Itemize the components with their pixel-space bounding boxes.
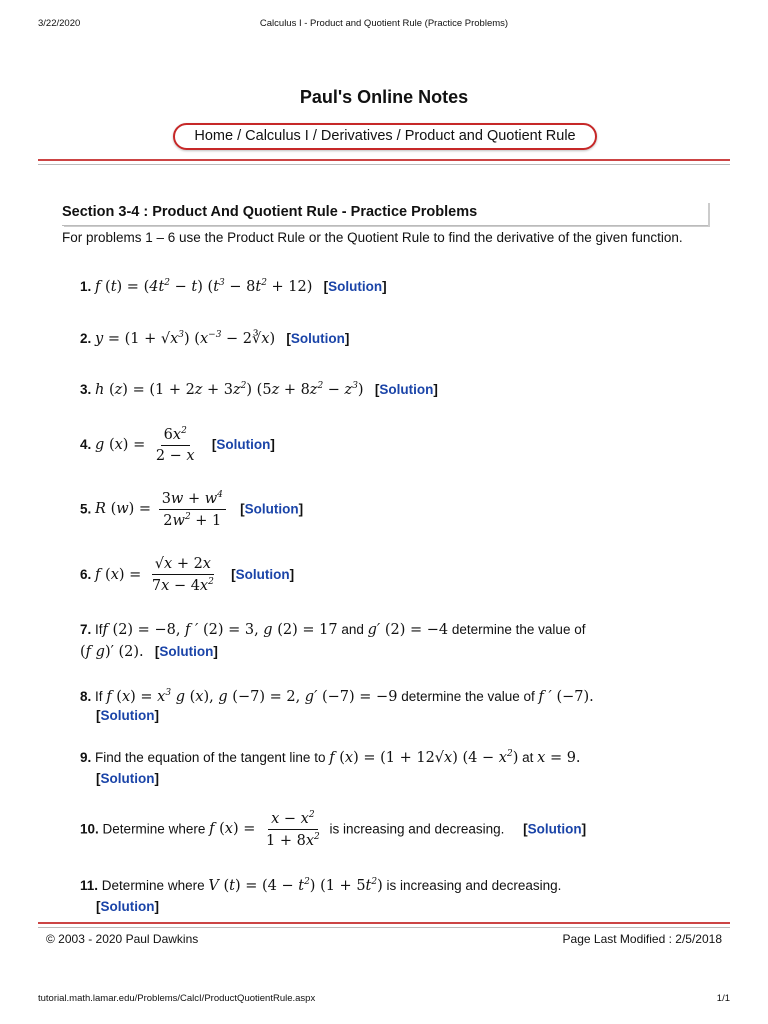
problem-text: at bbox=[522, 749, 534, 765]
problem-4 bbox=[80, 426, 275, 464]
problem-6 bbox=[80, 556, 294, 594]
problem-equation: f (x) = (1 + 12√x) $(4 - x^2)$ bbox=[329, 749, 519, 766]
problem-equation: R (w) = $\frac{3w + w^4}{2w^2 + 1}$ bbox=[95, 501, 229, 517]
section-intro: For problems 1 – 6 use the Product Rule or the Quotient Rule to find the derivative of the given function. bbox=[62, 230, 683, 245]
problem-text: and bbox=[341, 622, 364, 637]
solution-link-text[interactable]: Solution bbox=[159, 644, 214, 659]
section-title: Section 3-4 : Product And Quotient Rule - Practice Problems bbox=[62, 202, 708, 226]
problem-text: is increasing and decreasing. bbox=[386, 877, 562, 893]
problem-11 bbox=[80, 877, 561, 894]
solution-link-text[interactable]: Solution bbox=[290, 330, 345, 346]
problem-number: 8. bbox=[80, 688, 92, 704]
problem-number: 2. bbox=[80, 330, 92, 346]
problem-10 bbox=[80, 810, 586, 849]
problem-text: Determine where bbox=[101, 877, 205, 893]
breadcrumb bbox=[173, 123, 597, 150]
breadcrumb-calculus-i[interactable]: Calculus I bbox=[245, 128, 309, 144]
problem-text: Determine where bbox=[102, 821, 206, 837]
problem-equation: f ′ (−7). bbox=[538, 688, 594, 705]
problem-text: Find the equation of the tangent line to bbox=[95, 749, 326, 765]
print-doc-title: Calculus I - Product and Quotient Rule (Practice Problems) bbox=[259, 18, 509, 29]
solution-link-text[interactable]: Solution bbox=[527, 821, 582, 837]
solution-link: [Solution] bbox=[523, 821, 587, 837]
problem-11-continued bbox=[96, 899, 159, 914]
solution-link: [Solution] bbox=[154, 644, 218, 659]
problem-9 bbox=[80, 749, 581, 766]
problem-equation: $y = (1 + √x^3)$ ($x^{-3}$ − 2∛x) bbox=[95, 330, 276, 347]
footer-divider-shadow bbox=[38, 927, 730, 928]
problem-equation: (f g)′ (2). bbox=[80, 644, 144, 660]
solution-link: [Solution] bbox=[96, 899, 159, 914]
problem-8 bbox=[80, 688, 594, 705]
problem-1 bbox=[80, 278, 387, 295]
header-divider-shadow bbox=[38, 164, 730, 165]
problem-3 bbox=[80, 381, 438, 398]
solution-link: [Solution] bbox=[374, 381, 438, 397]
header-divider bbox=[38, 159, 730, 161]
problem-equation: g (x) = $\frac{6x^2}{2 - x}$ bbox=[95, 426, 195, 464]
solution-link: [Solution] bbox=[96, 708, 159, 723]
solution-link-text[interactable]: Solution bbox=[100, 771, 155, 786]
problem-number: 1. bbox=[80, 278, 92, 294]
solution-link-text[interactable]: Solution bbox=[100, 899, 155, 914]
breadcrumb-derivatives[interactable]: Derivatives bbox=[320, 128, 393, 144]
problem-equation: f $(x) = x^3$ g (x), g (−7) = 2, g′ (−7) = −9 bbox=[106, 688, 398, 705]
problem-number: 6. bbox=[80, 566, 92, 582]
problem-text: determine the value of bbox=[451, 622, 586, 637]
solution-link-text[interactable]: Solution bbox=[244, 501, 299, 517]
breadcrumb-home[interactable]: Home bbox=[194, 128, 234, 144]
solution-link-text[interactable]: Solution bbox=[216, 436, 271, 452]
problem-equation: f $(t) = (4t^2 - t) (t^3 - 8t^2 + 12)$ bbox=[95, 278, 313, 295]
print-url: tutorial.math.lamar.edu/Problems/CalcI/ProductQuotientRule.aspx bbox=[38, 993, 316, 1004]
problem-number: 3. bbox=[80, 381, 92, 397]
problem-number: 5. bbox=[80, 501, 92, 517]
problem-7-continued bbox=[80, 644, 218, 660]
problem-text: If bbox=[95, 688, 103, 704]
problem-8-continued bbox=[96, 708, 159, 723]
solution-link: [Solution] bbox=[240, 501, 304, 517]
problem-7 bbox=[80, 622, 585, 638]
print-date: 3/22/2020 bbox=[38, 18, 81, 29]
copyright: © 2003 - 2020 Paul Dawkins bbox=[46, 932, 199, 946]
problem-5 bbox=[80, 490, 303, 529]
problem-number: 7. bbox=[80, 622, 92, 637]
breadcrumb-product-quotient-rule[interactable]: Product and Quotient Rule bbox=[404, 128, 576, 144]
problem-equation: h $(z) = (1 + 2z + 3z^2)$ $(5z + 8z^2 - z^3)$ bbox=[95, 381, 364, 398]
solution-link: [Solution] bbox=[286, 330, 350, 346]
solution-link: [Solution] bbox=[211, 436, 275, 452]
last-modified: Page Last Modified : 2/5/2018 bbox=[562, 932, 722, 946]
problem-number: 9. bbox=[80, 749, 92, 765]
problem-equation: f (x) = $\frac{√x + 2x}{7x - 4x^2}$ bbox=[95, 556, 214, 594]
problem-number: 10. bbox=[80, 821, 99, 837]
problem-equation: x = 9. bbox=[537, 749, 581, 766]
problem-equation: f (2) = −8, f ′ (2) = 3, g (2) = 17 bbox=[102, 622, 338, 638]
print-page-count: 1/1 bbox=[716, 993, 730, 1004]
solution-link-text[interactable]: Solution bbox=[328, 278, 383, 294]
problem-equation: f (x) = $\frac{x - x^2}{1 + 8x^2}$ bbox=[209, 810, 320, 849]
problem-text: determine the value of bbox=[401, 688, 535, 704]
problem-number: 4. bbox=[80, 436, 92, 452]
problem-2 bbox=[80, 330, 349, 347]
solution-link: [Solution] bbox=[96, 771, 159, 786]
solution-link: [Solution] bbox=[323, 278, 387, 294]
solution-link-text[interactable]: Solution bbox=[235, 566, 290, 582]
breadcrumb-separator: / bbox=[392, 128, 405, 144]
breadcrumb-separator: / bbox=[308, 128, 321, 144]
problem-text: is increasing and decreasing. bbox=[329, 821, 505, 837]
solution-link-text[interactable]: Solution bbox=[379, 381, 434, 397]
problem-text: If bbox=[95, 622, 103, 637]
footer-divider bbox=[38, 922, 730, 924]
problem-equation: g′ (2) = −4 bbox=[367, 622, 449, 638]
site-title[interactable]: Paul's Online Notes bbox=[299, 87, 469, 107]
problem-equation: V $(t) = (4 - t^2)$ $(1 + 5t^2)$ bbox=[208, 877, 383, 894]
problem-number: 11. bbox=[80, 877, 99, 893]
problem-9-continued bbox=[96, 771, 159, 786]
solution-link: [Solution] bbox=[231, 566, 295, 582]
breadcrumb-separator: / bbox=[233, 128, 246, 144]
solution-link-text[interactable]: Solution bbox=[100, 708, 155, 723]
print-header bbox=[38, 18, 730, 32]
